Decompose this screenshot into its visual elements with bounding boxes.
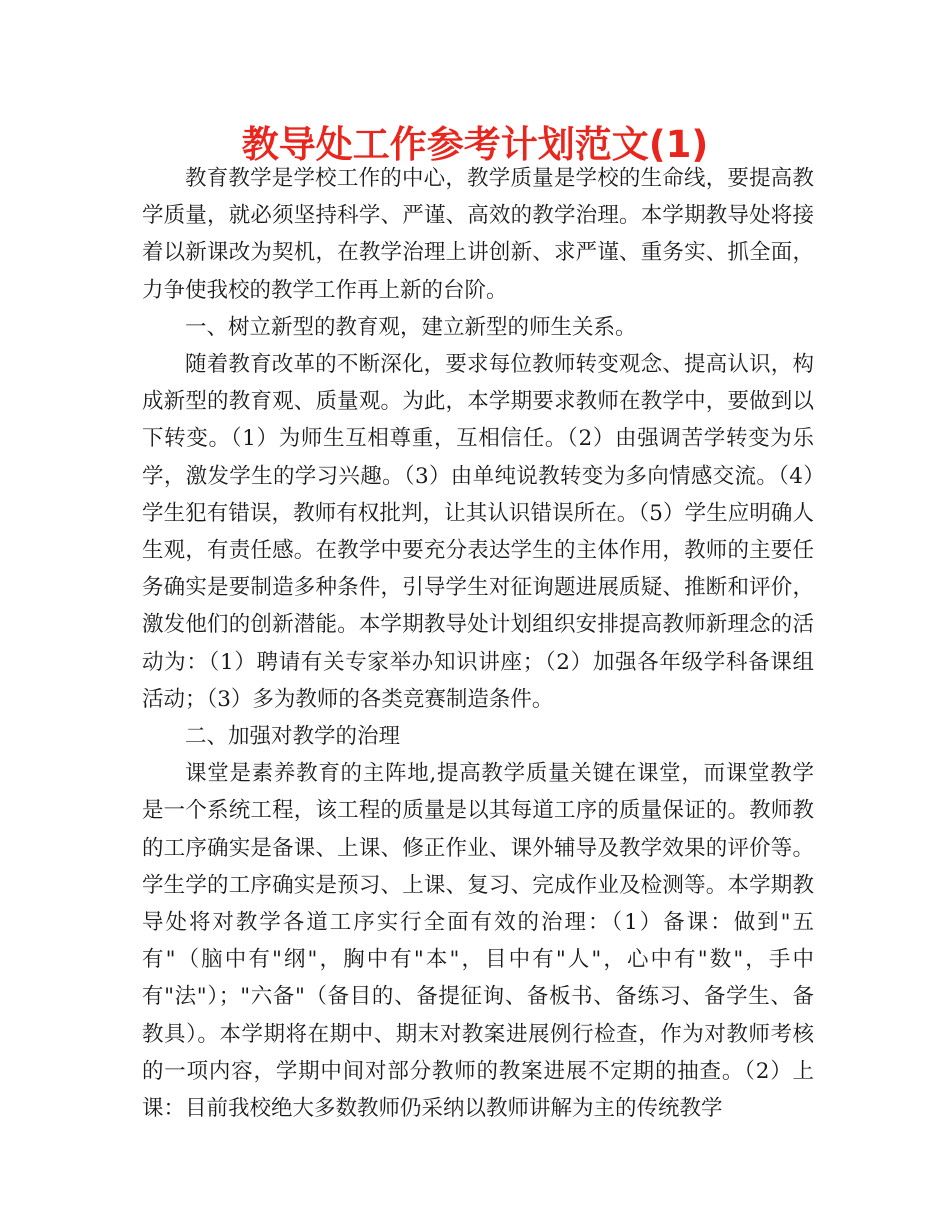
section-heading-2: 二、加强对教学的治理	[185, 724, 401, 750]
section-heading-1: 一、树立新型的教育观，建立新型的师生关系。	[185, 314, 637, 340]
document-body	[142, 160, 814, 1127]
paragraph-section-1: 随着教育改革的不断深化，要求每位教师转变观念、提高认识，构成新型的教育观、质量观。为此，本学期要求教师在教学中，要做到以下转变。（1）为师生互相尊重，互相信任。（2）由强调苦学转变为乐学，激发学生的学习兴趣。（3）由单纯说教转变为多向情感交流。（4）学生犯有错误，教师有权批判，让其认识错误所在。（5）学生应明确人生观，有责任感。在教学中要充分表达学生的主体作用，教师的主要任务确实是要制造多种条件，引导学生对征询题进展质疑、推断和评价，激发他们的创新潜能。本学期教导处计划组织安排提高教师新理念的活动为：（1）聘请有关专家举办知识讲座；（2）加强各年级学科备课组活动；（3）多为教师的各类竞赛制造条件。	[142, 352, 814, 712]
document-title: 教导处工作参考计划范文(1)	[241, 123, 709, 166]
paragraph-section-2: 课堂是素养教育的主阵地,提高教学质量关键在课堂，而课堂教学是一个系统工程，该工程的质量是以其每道工序的质量保证的。教师教的工序确实是备课、上课、修正作业、课外辅导及教学效果的评价等。学生学的工序确实是预习、上课、复习、完成作业及检测等。本学期教导处将对教学各道工序实行全面有效的治理：（1）备课：做到"五有"（脑中有"纲"，胸中有"本"，目中有"人"，心中有"数"，手中有"法"）；"六备"（备目的、备提征询、备板书、备练习、备学生、备教具）。本学期将在期中、期末对教案进展例行检查，作为对教师考核的一项内容，学期中间对部分教师的教案进展不定期的抽查。（2）上课：目前我校绝大多数教师仍采纳以教师讲解为主的传统教学	[142, 761, 814, 1122]
paragraph-intro: 教育教学是学校工作的中心，教学质量是学校的生命线，要提高教学质量，就必须坚持科学、严谨、高效的教学治理。本学期教导处将接着以新课改为契机，在教学治理上讲创新、求严谨、重务实、抓全面，力争使我校的教学工作再上新的台阶。	[142, 166, 814, 303]
